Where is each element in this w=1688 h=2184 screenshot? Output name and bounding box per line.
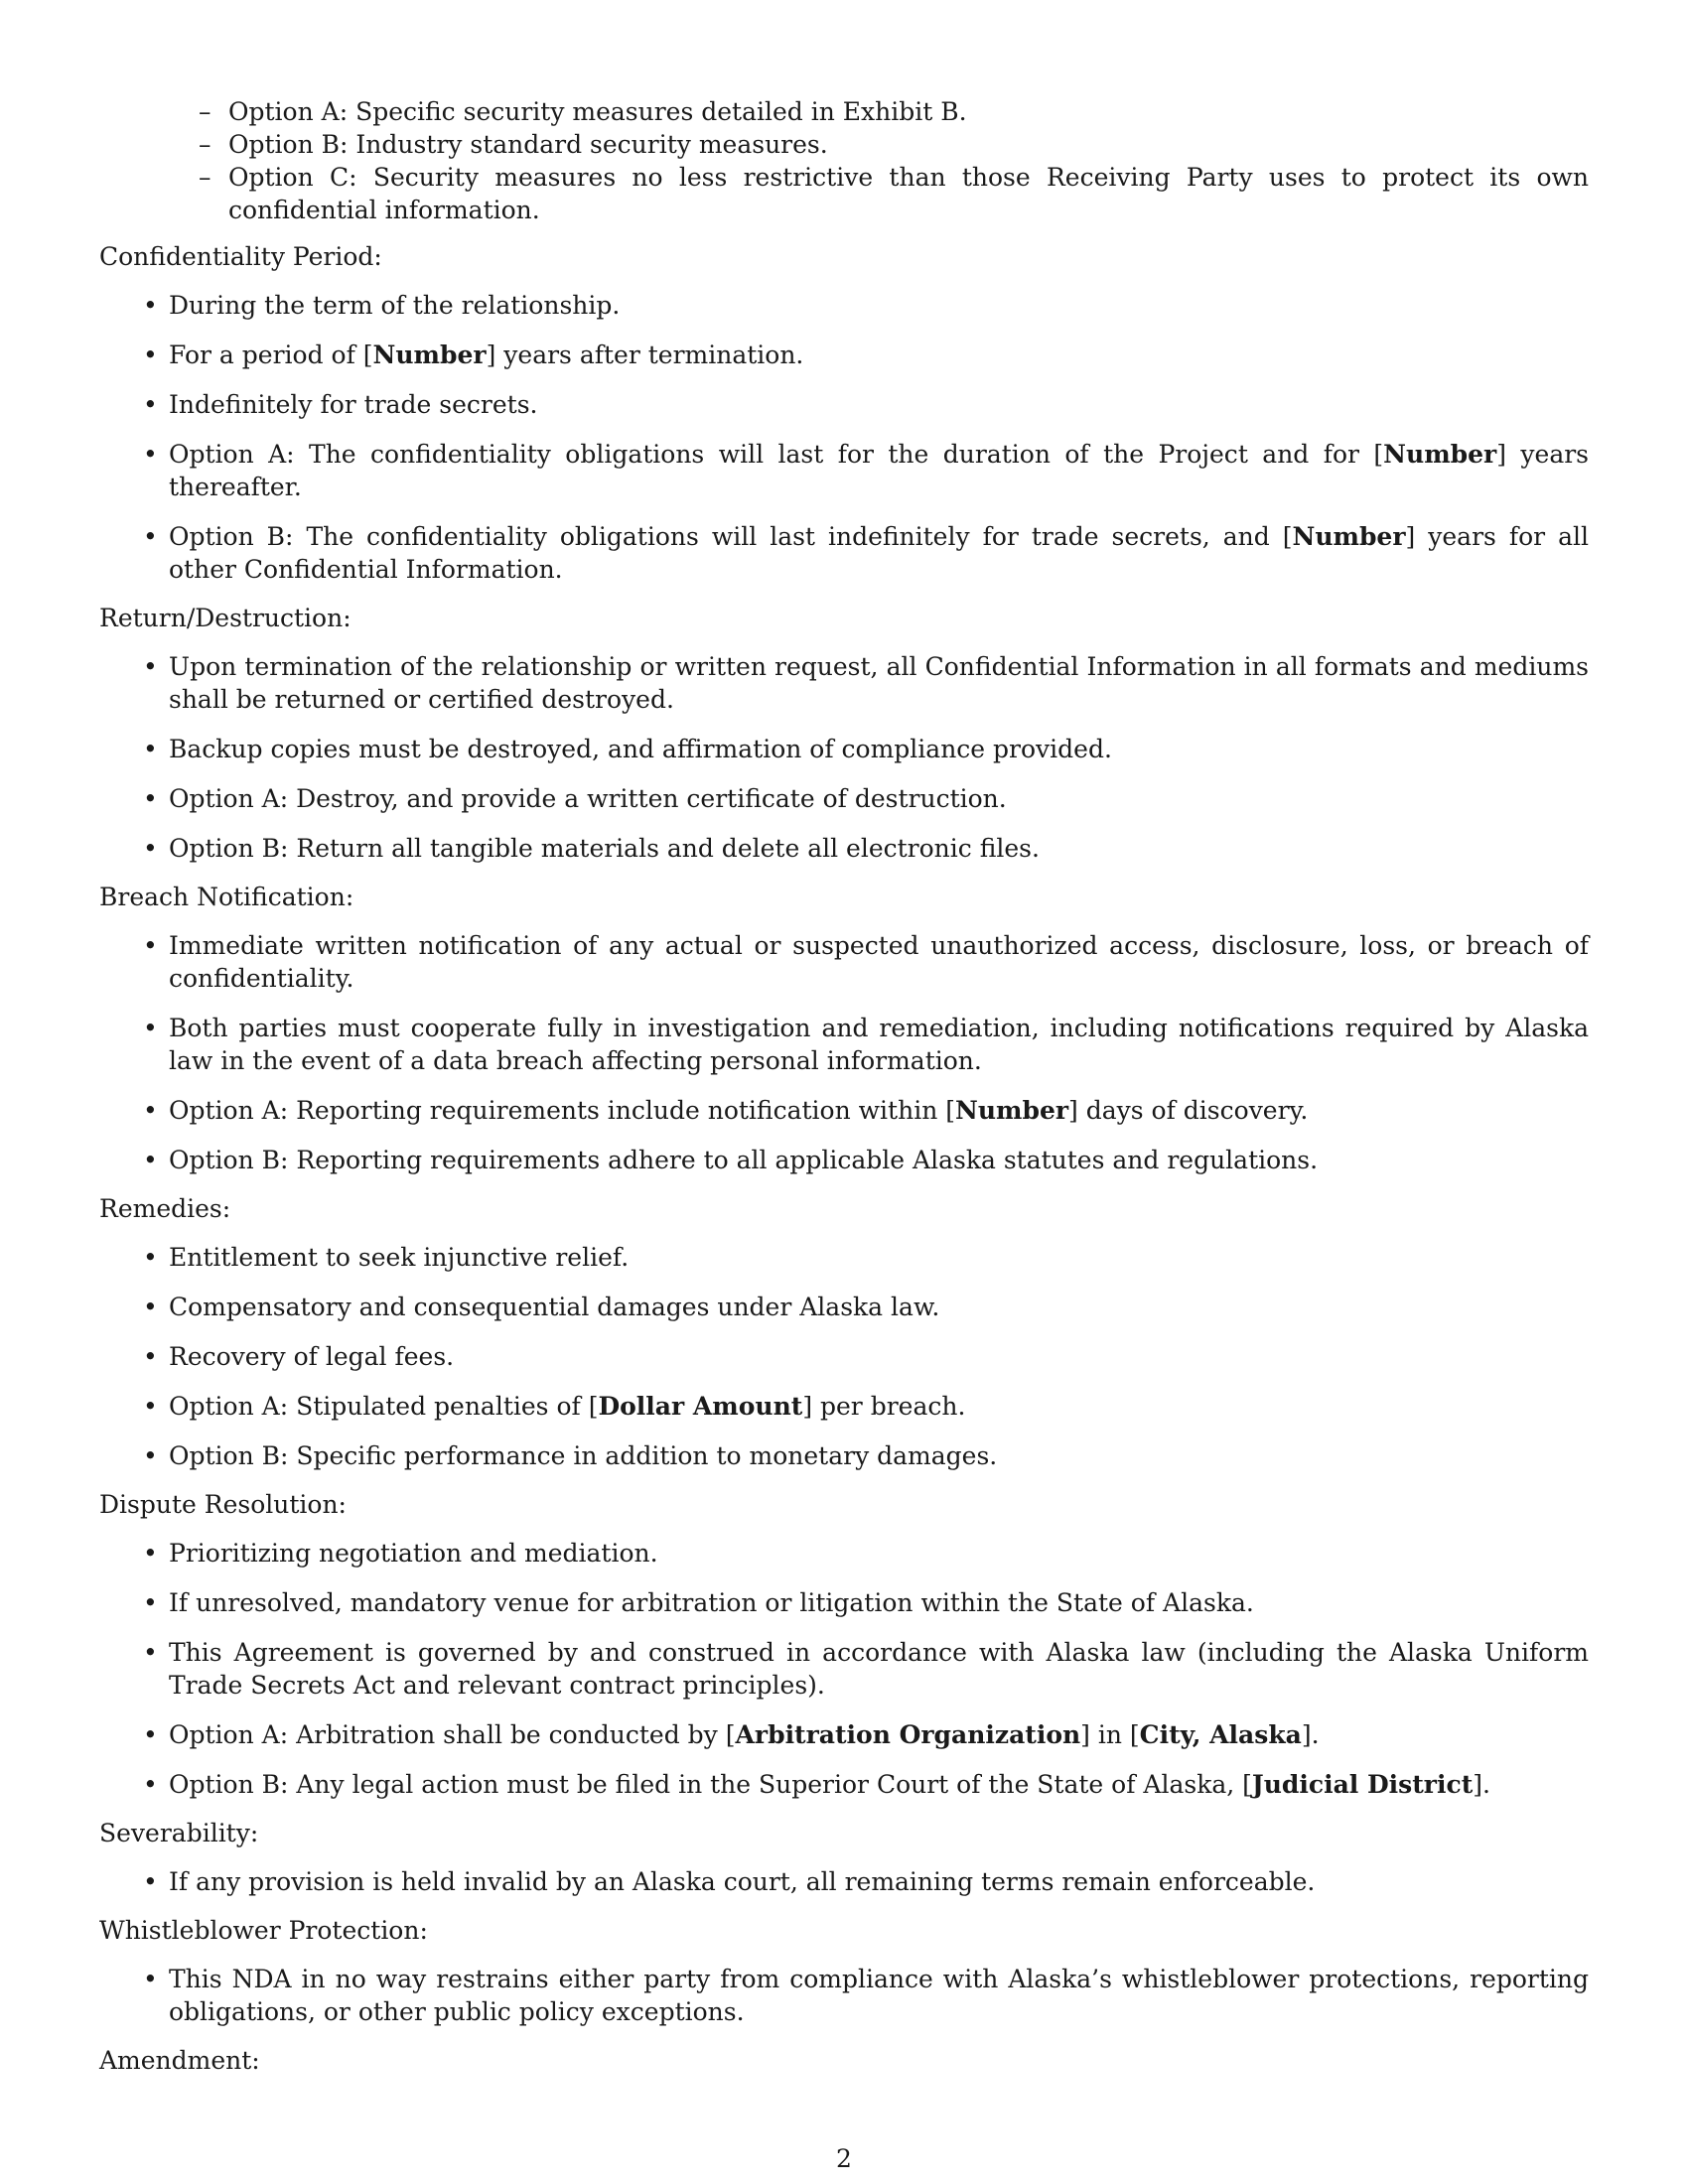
- text-run: This NDA in no way restrains either party from compliance with Alaska’s whistleblower protections, reporting obligations, or other public policy exceptions.: [169, 1965, 1589, 2026]
- placeholder-field: Number: [1292, 522, 1406, 551]
- bullet-item: [169, 1144, 1589, 1176]
- bullet-list: [99, 1537, 1589, 1801]
- section-heading: Remedies:: [99, 1194, 231, 1223]
- text-run: Prioritizing negotiation and mediation.: [169, 1539, 658, 1568]
- bullet-list: [99, 650, 1589, 865]
- bullet-item: [169, 1768, 1589, 1801]
- text-run: For a period of [: [169, 341, 373, 369]
- text-run: Upon termination of the relationship or written request, all Confidential Information in all formats and mediums shall be returned or certified destroyed.: [169, 652, 1589, 714]
- placeholder-field: Number: [955, 1096, 1069, 1125]
- placeholder-field: Number: [372, 341, 487, 369]
- placeholder-field: City, Alaska: [1139, 1720, 1302, 1749]
- bullet-list: [99, 1865, 1589, 1898]
- text-run: Compensatory and consequential damages under Alaska law.: [169, 1293, 940, 1321]
- section-heading: Return/Destruction:: [99, 604, 352, 632]
- text-run: Backup copies must be destroyed, and affirmation of compliance provided.: [169, 735, 1112, 763]
- bullet-item: [169, 438, 1589, 503]
- section-heading: Breach Notification:: [99, 883, 354, 911]
- bullet-item: [169, 1241, 1589, 1274]
- bullet-item: [169, 929, 1589, 995]
- bullet-item: [169, 1094, 1589, 1127]
- bullet-item: [169, 1291, 1589, 1323]
- bullet-item: [169, 289, 1589, 322]
- bullet-item: [169, 1340, 1589, 1373]
- text-run: During the term of the relationship.: [169, 291, 621, 320]
- text-run: If unresolved, mandatory venue for arbitration or litigation within the State of Alaska.: [169, 1588, 1254, 1617]
- bullet-list: [99, 289, 1589, 586]
- bullet-item: [169, 1636, 1589, 1702]
- sections-container: [99, 240, 1589, 2077]
- bullet-item: [169, 1012, 1589, 1077]
- text-run: If any provision is held invalid by an Alaska court, all remaining terms remain enforceable.: [169, 1867, 1316, 1896]
- section-heading: Severability:: [99, 1819, 259, 1847]
- text-run: Option B: The confidentiality obligations will last indefinitely for trade secrets, and [: [169, 522, 1293, 551]
- text-run: Recovery of legal fees.: [169, 1342, 455, 1371]
- text-run: Option A: Arbitration shall be conducted by [: [169, 1720, 736, 1749]
- text-run: ] per breach.: [802, 1392, 966, 1421]
- bullet-item: [169, 1390, 1589, 1423]
- bullet-item: [169, 339, 1589, 371]
- text-run: Indefinitely for trade secrets.: [169, 390, 538, 419]
- text-run: ] in [: [1080, 1720, 1140, 1749]
- bullet-item: [169, 832, 1589, 865]
- bullet-item: [169, 1439, 1589, 1472]
- text-run: Both parties must cooperate fully in investigation and remediation, including notifications required by Alaska law in the event of a data breach affecting personal information.: [169, 1014, 1589, 1075]
- security-option-item: – Option A: Specific security measures detailed in Exhibit B.: [199, 95, 1589, 128]
- bullet-item: [169, 520, 1589, 586]
- placeholder-field: Judicial District: [1251, 1770, 1474, 1799]
- text-run: Option A: Destroy, and provide a written certificate of destruction.: [169, 784, 1007, 813]
- text-run: ].: [1301, 1720, 1320, 1749]
- bullet-item: [169, 650, 1589, 716]
- bullet-item: [169, 1865, 1589, 1898]
- placeholder-field: Number: [1383, 440, 1497, 469]
- text-run: Option A: The confidentiality obligations will last for the duration of the Project and for [: [169, 440, 1384, 469]
- text-run: Option A: Stipulated penalties of [: [169, 1392, 599, 1421]
- bullet-item: [169, 733, 1589, 765]
- text-run: ].: [1473, 1770, 1490, 1799]
- text-run: Option B: Reporting requirements adhere to all applicable Alaska statutes and regulations.: [169, 1146, 1319, 1174]
- document-page: [99, 95, 1589, 2093]
- placeholder-field: Arbitration Organization: [735, 1720, 1081, 1749]
- security-option-item: – Option C: Security measures no less restrictive than those Receiving Party uses to protect its own confidential information.: [199, 161, 1589, 226]
- bullet-item: [169, 1718, 1589, 1751]
- text-run: Immediate written notification of any actual or suspected unauthorized access, disclosure, loss, or breach of confidentiality.: [169, 931, 1589, 993]
- bullet-item: [169, 1586, 1589, 1619]
- text-run: Entitlement to seek injunctive relief.: [169, 1243, 630, 1272]
- bullet-item: [169, 388, 1589, 421]
- text-run: Option B: Return all tangible materials and delete all electronic files.: [169, 834, 1040, 863]
- text-run: Option B: Specific performance in addition to monetary damages.: [169, 1441, 998, 1470]
- section-heading: Dispute Resolution:: [99, 1490, 347, 1519]
- section-heading: Amendment:: [99, 2046, 260, 2075]
- text-run: This Agreement is governed by and construed in accordance with Alaska law (including the Alaska Uniform Trade Secrets Act and relevant contract principles).: [169, 1638, 1589, 1700]
- bullet-item: [169, 1537, 1589, 1570]
- text-run: ] days of discovery.: [1068, 1096, 1309, 1125]
- text-run: ] years thereafter.: [169, 440, 1590, 501]
- text-run: ] years for all other Confidential Information.: [169, 522, 1589, 584]
- section-heading: Confidentiality Period:: [99, 242, 382, 271]
- bullet-list: [99, 1963, 1589, 2028]
- security-option-item: – Option B: Industry standard security measures.: [199, 128, 1589, 161]
- section-heading: Whistleblower Protection:: [99, 1916, 428, 1945]
- page-number: 2: [836, 2144, 852, 2173]
- bullet-list: [99, 929, 1589, 1176]
- bullet-item: [169, 1963, 1589, 2028]
- text-run: Option A: Reporting requirements include notification within [: [169, 1096, 955, 1125]
- bullet-list: [99, 1241, 1589, 1472]
- text-run: ] years after termination.: [486, 341, 804, 369]
- text-run: Option B: Any legal action must be filed in the Superior Court of the State of Alaska, [: [169, 1770, 1252, 1799]
- placeholder-field: Dollar Amount: [598, 1392, 803, 1421]
- bullet-item: [169, 782, 1589, 815]
- security-options-list: [99, 95, 1589, 226]
